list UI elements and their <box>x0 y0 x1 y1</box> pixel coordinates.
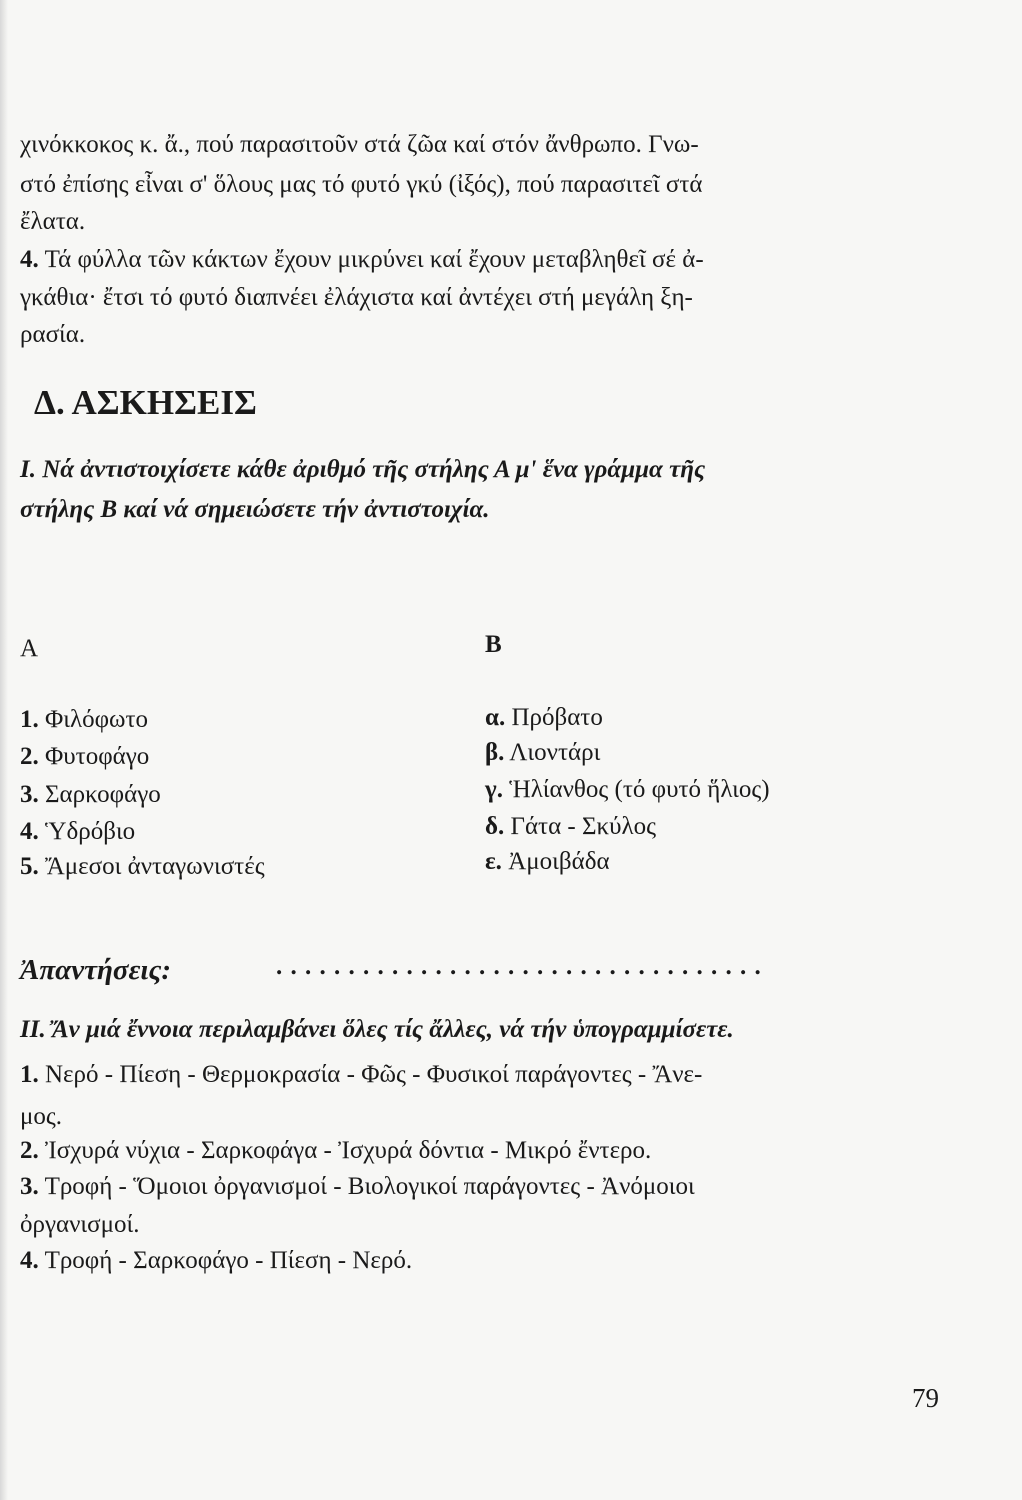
body-text-line: ἔλατα. <box>20 208 86 235</box>
exercise-1-instruction: στήλης Β καί νά σημειώσετε τήν ἀντιστοιχία. <box>20 496 490 523</box>
exercise-2-instruction: II. Ἄν μιά ἔννοια περιλαμβάνει ὅλες τίς ἄλλες, νά τήν ὑπογραμμίσετε. <box>20 1016 734 1043</box>
column-a-item <box>20 780 161 810</box>
column-b-header: Β <box>485 631 502 658</box>
item-text: Πρόβατο <box>511 704 603 731</box>
exercise-2-item <box>20 1246 412 1276</box>
item-text: Φυτοφάγο <box>45 743 150 770</box>
item-number: 1. <box>20 706 39 733</box>
column-b-item <box>485 738 600 768</box>
exercise-1-instruction: I. Νά ἀντιστοιχίσετε κάθε ἀριθμό τῆς στήλης Α μ' ἕνα γράμμα τῆς <box>20 456 706 483</box>
page-binding-shadow <box>0 0 8 1500</box>
item-letter: γ. <box>485 776 503 803</box>
item-letter: α. <box>485 704 506 731</box>
item-number: 4. <box>20 818 39 845</box>
item-text: Σαρκοφάγο <box>45 781 161 808</box>
column-b-item <box>485 812 656 842</box>
item-4-line: γκάθια· ἔτσι τό φυτό διαπνέει ἐλάχιστα καί ἀντέχει στή μεγάλη ξη- <box>20 284 693 311</box>
answers-label: Ἀπαντήσεις: <box>20 954 172 986</box>
column-a-item <box>20 705 148 735</box>
column-b-item <box>485 775 770 805</box>
item-text: Ὑδρόβιο <box>45 818 136 845</box>
item-text: Φιλόφωτο <box>45 706 149 733</box>
item-text: Τροφή - Ὅμοιοι ὀργανισμοί - Βιολογικοί παράγοντες - Ἀνόμοιοι <box>44 1173 695 1200</box>
item-letter: β. <box>485 739 505 766</box>
item-number: 5. <box>20 853 39 880</box>
exercise-2-item-continuation: μος. <box>20 1103 63 1130</box>
item-number: 2. <box>20 1137 39 1164</box>
column-a-item <box>20 742 149 772</box>
item-text: Τά φύλλα τῶν κάκτων ἔχουν μικρύνει καί ἔχουν μεταβληθεῖ σέ ἀ- <box>44 246 704 273</box>
item-text: Ἄμεσοι ἀνταγωνιστές <box>45 853 265 880</box>
item-number: 4. <box>20 1247 39 1274</box>
item-text: Νερό - Πίεση - Θερμοκρασία - Φῶς - Φυσικοί παράγοντες - Ἄνε- <box>45 1061 703 1088</box>
item-letter: δ. <box>485 813 505 840</box>
answers-dotted-line: . . . . . . . . . . . . . . . . . . . . . . . . . . . . . . . . . . <box>276 953 762 980</box>
item-text: Ἡλίανθος (τό φυτό ἥλιος) <box>509 776 770 803</box>
item-4-line: ρασία. <box>20 321 86 348</box>
column-b-item <box>485 847 610 877</box>
item-text: Τροφή - Σαρκοφάγο - Πίεση - Νερό. <box>44 1247 413 1274</box>
item-text: Ἰσχυρά νύχια - Σαρκοφάγα - Ἰσχυρά δόντια - Μικρό ἔντερο. <box>45 1137 652 1164</box>
exercise-2-item <box>20 1172 695 1202</box>
body-text-line: στό ἐπίσης εἶναι σ' ὅλους μας τό φυτό γκύ (ἰξός), πού παρασιτεῖ στά <box>20 171 703 198</box>
item-text: Γάτα - Σκύλος <box>510 813 657 840</box>
item-number: 1. <box>20 1061 39 1088</box>
page-number: 79 <box>912 1383 939 1413</box>
column-a-header: Α <box>20 635 39 662</box>
item-4-line <box>20 245 704 275</box>
exercise-2-item <box>20 1136 651 1166</box>
column-b-item <box>485 703 603 733</box>
section-heading: Δ. ΑΣΚΗΣΕΙΣ <box>34 383 257 422</box>
column-a-item <box>20 817 135 847</box>
item-text: Ἀμοιβάδα <box>508 848 610 875</box>
item-letter: ε. <box>485 848 502 875</box>
item-number: 2. <box>20 743 39 770</box>
item-text: Λιοντάρι <box>509 739 601 766</box>
body-text-line: χινόκκοκος κ. ἄ., πού παρασιτοῦν στά ζῶα καί στόν ἄνθρωπο. Γνω- <box>20 131 699 158</box>
column-a-item <box>20 852 265 882</box>
exercise-2-item <box>20 1060 702 1090</box>
item-number: 4. <box>20 246 39 273</box>
item-number: 3. <box>20 781 39 808</box>
exercise-2-item-continuation: ὀργανισμοί. <box>20 1211 140 1238</box>
item-number: 3. <box>20 1173 39 1200</box>
